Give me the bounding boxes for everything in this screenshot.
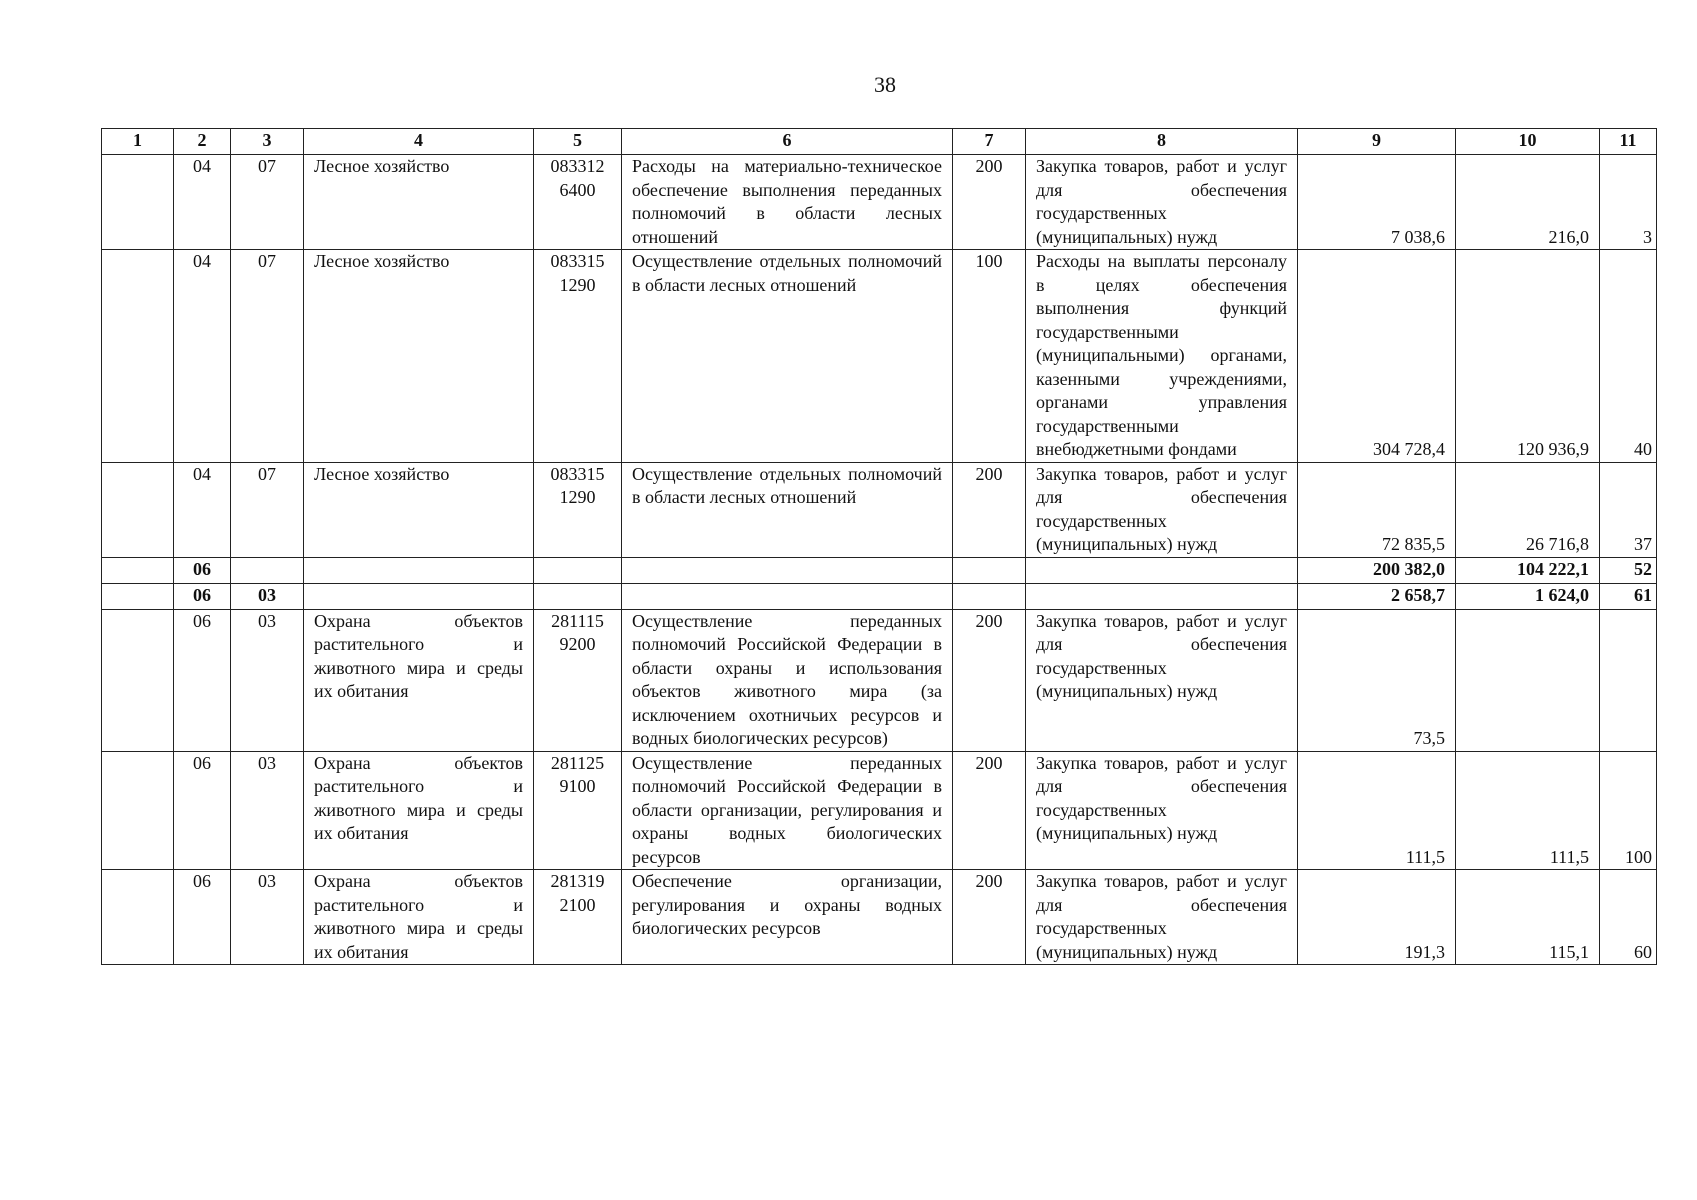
executed-amount-cell: 120 936,9	[1456, 250, 1600, 463]
planned-amount-cell: 304 728,4	[1298, 250, 1456, 463]
executed-amount-cell: 115,1	[1456, 870, 1600, 965]
target-article-cell: 281115 9200	[534, 609, 622, 751]
subtotal-row	[102, 557, 1657, 583]
section-code-cell: 06	[174, 609, 231, 751]
target-article-cell: 083315 1290	[534, 462, 622, 557]
budget-table	[101, 128, 1657, 965]
subsection-code-cell	[231, 557, 304, 583]
expense-type-name-cell: Закупка товаров, работ и услуг для обеспечения государственных (муниципальных) нужд	[1026, 751, 1298, 870]
header-cell: 9	[1298, 129, 1456, 155]
row-number-cell	[102, 250, 174, 463]
subsection-code-cell: 07	[231, 155, 304, 250]
article-name-cell	[622, 557, 953, 583]
header-cell: 6	[622, 129, 953, 155]
subsection-code-cell: 07	[231, 250, 304, 463]
section-code-cell: 06	[174, 870, 231, 965]
row-number-cell	[102, 583, 174, 609]
expense-type-name-cell: Закупка товаров, работ и услуг для обеспечения государственных (муниципальных) нужд	[1026, 870, 1298, 965]
header-cell: 8	[1026, 129, 1298, 155]
header-cell: 3	[231, 129, 304, 155]
expense-type-cell	[953, 557, 1026, 583]
planned-amount-cell: 111,5	[1298, 751, 1456, 870]
table-row	[102, 870, 1657, 965]
section-name-cell: Лесное хозяйство	[304, 462, 534, 557]
executed-amount-cell: 26 716,8	[1456, 462, 1600, 557]
section-code-cell: 04	[174, 462, 231, 557]
expense-type-name-cell	[1026, 583, 1298, 609]
execution-percent-cell: 61	[1600, 583, 1657, 609]
executed-amount-cell: 216,0	[1456, 155, 1600, 250]
execution-percent-cell: 3	[1600, 155, 1657, 250]
target-article-cell	[534, 557, 622, 583]
subsection-code-cell: 03	[231, 583, 304, 609]
section-name-cell: Лесное хозяйство	[304, 155, 534, 250]
header-cell: 10	[1456, 129, 1600, 155]
header-cell: 5	[534, 129, 622, 155]
article-name-cell: Расходы на материально-техническое обеспечение выполнения переданных полномочий в области лесных отношений	[622, 155, 953, 250]
section-name-cell	[304, 557, 534, 583]
table-body	[102, 129, 1657, 965]
planned-amount-cell: 200 382,0	[1298, 557, 1456, 583]
subsection-code-cell: 03	[231, 751, 304, 870]
article-name-cell: Осуществление переданных полномочий Российской Федерации в области организации, регулирования и охраны водных биологических ресурсов	[622, 751, 953, 870]
section-code-cell: 06	[174, 751, 231, 870]
target-article-cell: 083315 1290	[534, 250, 622, 463]
row-number-cell	[102, 557, 174, 583]
table-row	[102, 751, 1657, 870]
page-number: 38	[874, 72, 896, 97]
section-name-cell: Охрана объектов растительного и животного мира и среды их обитания	[304, 870, 534, 965]
execution-percent-cell: 52	[1600, 557, 1657, 583]
executed-amount-cell: 111,5	[1456, 751, 1600, 870]
execution-percent-cell: 40	[1600, 250, 1657, 463]
section-name-cell	[304, 583, 534, 609]
row-number-cell	[102, 870, 174, 965]
row-number-cell	[102, 462, 174, 557]
target-article-cell: 281125 9100	[534, 751, 622, 870]
table-row	[102, 155, 1657, 250]
section-name-cell: Охрана объектов растительного и животного мира и среды их обитания	[304, 751, 534, 870]
header-cell: 1	[102, 129, 174, 155]
expense-type-cell: 100	[953, 250, 1026, 463]
section-code-cell: 04	[174, 250, 231, 463]
subsection-code-cell: 03	[231, 870, 304, 965]
row-number-cell	[102, 155, 174, 250]
section-code-cell: 06	[174, 557, 231, 583]
table-row	[102, 609, 1657, 751]
planned-amount-cell: 73,5	[1298, 609, 1456, 751]
article-name-cell	[622, 583, 953, 609]
row-number-cell	[102, 751, 174, 870]
target-article-cell: 281319 2100	[534, 870, 622, 965]
subsection-code-cell: 07	[231, 462, 304, 557]
expense-type-cell: 200	[953, 870, 1026, 965]
table-row	[102, 250, 1657, 463]
header-cell: 4	[304, 129, 534, 155]
execution-percent-cell	[1600, 609, 1657, 751]
executed-amount-cell: 104 222,1	[1456, 557, 1600, 583]
planned-amount-cell: 7 038,6	[1298, 155, 1456, 250]
section-code-cell: 04	[174, 155, 231, 250]
expense-type-name-cell: Расходы на выплаты персоналу в целях обеспечения выполнения функций государственными (муниципальными) органами, казенными учреждениями, органами управления государственными внебюджетными фондами	[1026, 250, 1298, 463]
planned-amount-cell: 72 835,5	[1298, 462, 1456, 557]
expense-type-cell	[953, 583, 1026, 609]
expense-type-name-cell: Закупка товаров, работ и услуг для обеспечения государственных (муниципальных) нужд	[1026, 155, 1298, 250]
execution-percent-cell: 37	[1600, 462, 1657, 557]
header-cell: 7	[953, 129, 1026, 155]
subsection-code-cell: 03	[231, 609, 304, 751]
target-article-cell: 083312 6400	[534, 155, 622, 250]
row-number-cell	[102, 609, 174, 751]
header-cell: 2	[174, 129, 231, 155]
expense-type-name-cell	[1026, 557, 1298, 583]
expense-type-name-cell: Закупка товаров, работ и услуг для обеспечения государственных (муниципальных) нужд	[1026, 609, 1298, 751]
expense-type-cell: 200	[953, 751, 1026, 870]
section-name-cell: Лесное хозяйство	[304, 250, 534, 463]
table-row	[102, 462, 1657, 557]
executed-amount-cell: 1 624,0	[1456, 583, 1600, 609]
article-name-cell: Обеспечение организации, регулирования и охраны водных биологических ресурсов	[622, 870, 953, 965]
subtotal-row	[102, 583, 1657, 609]
expense-type-cell: 200	[953, 462, 1026, 557]
article-name-cell: Осуществление отдельных полномочий в области лесных отношений	[622, 250, 953, 463]
article-name-cell: Осуществление отдельных полномочий в области лесных отношений	[622, 462, 953, 557]
section-name-cell: Охрана объектов растительного и животного мира и среды их обитания	[304, 609, 534, 751]
executed-amount-cell	[1456, 609, 1600, 751]
article-name-cell: Осуществление переданных полномочий Российской Федерации в области охраны и использования объектов животного мира (за исключением охотничьих ресурсов и водных биологических ресурсов)	[622, 609, 953, 751]
execution-percent-cell: 60	[1600, 870, 1657, 965]
planned-amount-cell: 191,3	[1298, 870, 1456, 965]
header-row	[102, 129, 1657, 155]
expense-type-cell: 200	[953, 609, 1026, 751]
execution-percent-cell: 100	[1600, 751, 1657, 870]
planned-amount-cell: 2 658,7	[1298, 583, 1456, 609]
header-cell: 11	[1600, 129, 1657, 155]
expense-type-cell: 200	[953, 155, 1026, 250]
section-code-cell: 06	[174, 583, 231, 609]
target-article-cell	[534, 583, 622, 609]
expense-type-name-cell: Закупка товаров, работ и услуг для обеспечения государственных (муниципальных) нужд	[1026, 462, 1298, 557]
